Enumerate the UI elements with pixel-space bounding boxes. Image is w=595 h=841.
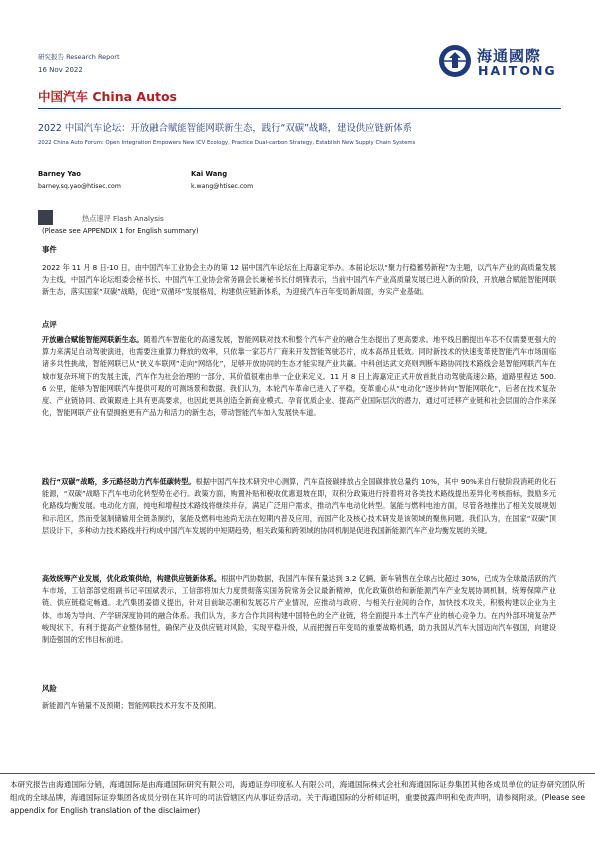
logo-text-en: HAITONG [478, 63, 557, 78]
flash-label: 热点速评 Flash Analysis [82, 214, 164, 223]
haitong-logo-icon [438, 44, 472, 78]
sector-title: 中国汽车 China Autos [38, 89, 177, 104]
paragraph-supply-chain-lead: 高效统筹产业发展，优化政策供给，构建供应链新体系。 [42, 574, 222, 583]
risk-text: 新能源汽车销量不及预期；智能网联技术开发不及预期。 [42, 701, 221, 710]
paragraph-dual-carbon-lead: 践行“双碳”战略，多元路径助力汽车低碳转型。 [42, 477, 196, 486]
comment-heading: 点评 [42, 320, 57, 329]
analyst-email-2[interactable]: k.wang@htisec.com [191, 183, 254, 190]
event-paragraph: 2022 年 11 月 8 日-10 日，由中国汽车工业协会主办的第 12 届中国汽车论坛在上海嘉定举办。本届论坛以“聚力行稳蓄势新程”为主题，以汽车产业的高质量发展为主线，中国汽车论坛组委会秘书长、中国汽车工业协会常务副会长兼秘书长付炳锋表示，当前中国汽车产业高质量发展已进入新的阶段，开放融合赋能智能网联新生态，落实国家“双碳”战略，促进“双循环”发展格局，构建供应链新体系，为迎接汽车百年变局新局面，夯实产业基础。 [42, 263, 556, 297]
analyst-name-2: Kai Wang [191, 170, 228, 178]
risk-heading: 风险 [42, 684, 57, 693]
report-title-cn: 2022 中国汽车论坛：开放融合赋能智能网联新生态，践行“双碳”战略，建设供应链新体系 [38, 123, 413, 134]
paragraph-dual-carbon [42, 476, 556, 537]
analyst-email-1[interactable]: barney.sq.yao@htisec.com [38, 183, 121, 190]
event-heading: 事件 [42, 245, 57, 254]
appendix-note: (Please see APPENDIX 1 for English summary) [42, 227, 199, 235]
report-title-en: 2022 China Auto Forum: Open Integration Empowers New ICV Ecology, Practice Dual-carbon Strategy, Establish New Supply Chain Systems [38, 140, 416, 146]
paragraph-ecosystem-lead: 开放融合赋能智能网联新生态。 [42, 335, 144, 344]
header-rule [38, 108, 561, 109]
flash-marker-icon [38, 210, 53, 225]
paragraph-supply-chain-body: 根据中汽协数据，我国汽车保有量达到 3.2 亿辆，新车销售在全球占比超过 30%，已成为全球最活跃的汽车市场，工信部部党组副书记辛国斌表示，工信部将加大力度贯彻落实国务院常务会议最新精神，优化政策供给和新能源汽车产业发展协调机制，统筹保障产业链、供应链稳定畅通。北汽集团姜德义提出，针对目前缺芯潮和发展芯片产业情况，应推动与政府、与相关行业间的合作，加快技术攻关，积极构建以企业为主体、市场为导向、产学研深度协同的融合体系。我们认为，多方合作共同构建中国特色的全产业链，将全面提升本土汽车产业的核心竞争力。在内外部环境复杂严峻现状下，有利于提高产业整体韧性，确保产业及供应链对风险，实现平稳升级，从而把握百年变局的重要战略机遇，助力我国从汽车大国迈向汽车强国，向建设制造强国的宏伟目标前进。 [42, 574, 556, 645]
paragraph-supply-chain [42, 573, 556, 646]
footer-disclaimer: 本研究报告由海通国际分销，海通国际是由海通国际研究有限公司，海通证券印度私人有限公司，海通国际株式会社和海通国际证券集团其他各成员单位的证券研究团队所组成的全球品牌，海通国际证券集团各成员分别在其许可的司法管辖区内从事证券活动。关于海通国际的分析师证明，重要披露声明和免责声明，请参阅附录。(Please see appendix for English translation of the disclaimer) [10, 780, 585, 816]
report-type: 研究报告 Research Report [38, 53, 120, 61]
footer-rule [0, 773, 595, 774]
paragraph-dual-carbon-body: 根据中国汽车技术研究中心测算，汽车直接碳排放占全国碳排放总量约 10%，其中 90%来自行驶阶段消耗的化石能源，“双碳”战略下汽车电动化转型势在必行。政策方面，购置补贴和税收优惠退坡在即，双积分政策进行持着将对各类技术路线提出差异化考核指标，鼓励多元化路线均衡发展。电动化方面，纯电和增程技术路线将继续并存，满足广泛用户需求，推动汽车电动化转型。氢能与燃料电池方面，尽管各地推出了相关发展规划和示范区，然而受氢制储输用全链条制约，氢能及燃料电池尚无法在短期内普及应用，而国产化及核心技术研发是该领域的聚焦问题。我们认为，在国家“双碳”顶层设计下，多种动力技术路线并行构成中国汽车发展的中短期趋势，相关政策和跨领域的协同机制是促进我国新能源汽车产业均衡发展的关键。 [42, 477, 556, 535]
report-date: 16 Nov 2022 [38, 66, 83, 74]
paragraph-ecosystem-body: 随着汽车智能化的高速发展，智能网联对技术和整个汽车产业的融合生态提出了更高要求。地平线吕鹏提出车芯不仅需要更强大的算力来满足自动驾驶演进，也需要注重算力释放的效率，只依靠一家芯片厂商来开发智能驾驶芯片，成本高昂且低效。同时新技术的快速变革使智能汽车市场面临诸多共性挑战，智能网联已从“狭义车联网”走向“网络化”，足够开放协同的生态才能实现产业共赢。中科创达武文亮则判断车路协同技术路线会是智能网联汽车在城市复杂环境下的发展主流，汽车作为社会治理的一部分，其价值很难由单一企业来定义。11 月 8 日上海嘉定正式开放首批自动驾驶高速公路，道路里程达 500.6 公里，能够为智能网联汽车提供可观的可测场景和数据。我们认为，本轮汽车革命已进入了平稳，变革重心从“电动化”逐步转向“智能网联化”，后者在技术复杂度、产业链协同、政策跟进上具有更高要求，也因此更具创造全新商业模式、孕育优质企业、提高产业国际层次的潜力，通过可迁移产业链和社会层面的合作来深化，智能网联产业有望拥抱更有产品力和活力的新生态，带动智能汽车加入发展快车道。 [42, 335, 556, 418]
paragraph-ecosystem [42, 334, 556, 419]
analyst-name-1: Barney Yao [38, 170, 81, 178]
logo-text-cn: 海通國際 [477, 47, 542, 65]
